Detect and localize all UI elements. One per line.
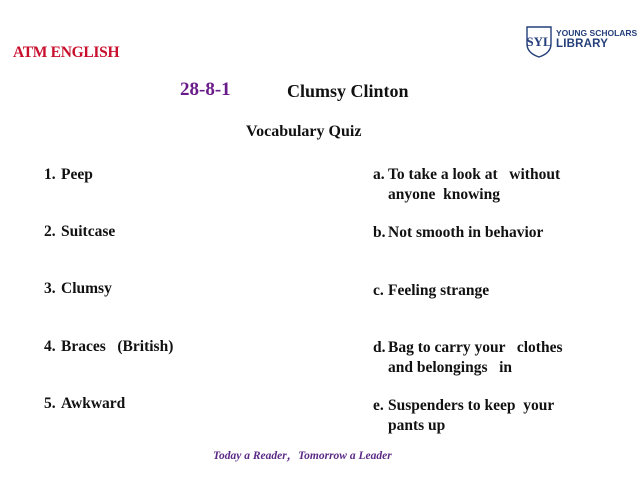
definition-letter: d.: [373, 339, 386, 356]
quiz-title: Vocabulary Quiz: [246, 123, 362, 140]
word-text: Suitcase: [61, 223, 116, 240]
word-item: [44, 279, 112, 299]
library-emblem-icon: [524, 24, 554, 58]
definition-letter: c.: [373, 282, 384, 299]
word-number: 3.: [44, 280, 56, 297]
word-number: 5.: [44, 395, 56, 412]
word-number: 1.: [44, 166, 56, 183]
definition-item: [373, 396, 554, 435]
definition-text: To take a look at without anyone knowing: [388, 166, 561, 203]
library-logo: [524, 24, 636, 58]
definition-item: [373, 223, 543, 243]
logo-text-young-scholars: YOUNG SCHOLARS: [556, 28, 638, 38]
word-item: [44, 337, 173, 357]
definition-text: Suspenders to keep your pants up: [388, 397, 555, 434]
definition-item: [373, 165, 560, 204]
word-item: [44, 222, 115, 242]
word-text: Clumsy: [61, 280, 112, 297]
definition-item: [373, 281, 489, 301]
definition-letter: e.: [373, 397, 384, 414]
definition-text: Not smooth in behavior: [388, 224, 544, 241]
logo-text-library: LIBRARY: [556, 38, 609, 50]
lesson-title: Clumsy Clinton: [287, 81, 409, 101]
brand-logo: ATM ENGLISH: [13, 44, 120, 61]
lesson-code: 28-8-1: [180, 79, 231, 100]
word-number: 2.: [44, 223, 56, 240]
word-text: Awkward: [61, 395, 126, 412]
definition-text: Bag to carry your clothes and belongings in: [388, 339, 563, 376]
word-item: [44, 394, 125, 414]
word-item: [44, 165, 93, 185]
word-text: Braces (British): [61, 338, 174, 355]
definition-letter: a.: [373, 166, 385, 183]
footer-slogan: Today a Reader，Tomorrow a Leader: [213, 450, 392, 462]
word-text: Peep: [61, 166, 93, 183]
word-number: 4.: [44, 338, 56, 355]
definition-item: [373, 338, 563, 377]
logo-mark-text: SYL: [526, 34, 552, 49]
definition-text: Feeling strange: [388, 282, 490, 299]
definition-letter: b.: [373, 224, 386, 241]
